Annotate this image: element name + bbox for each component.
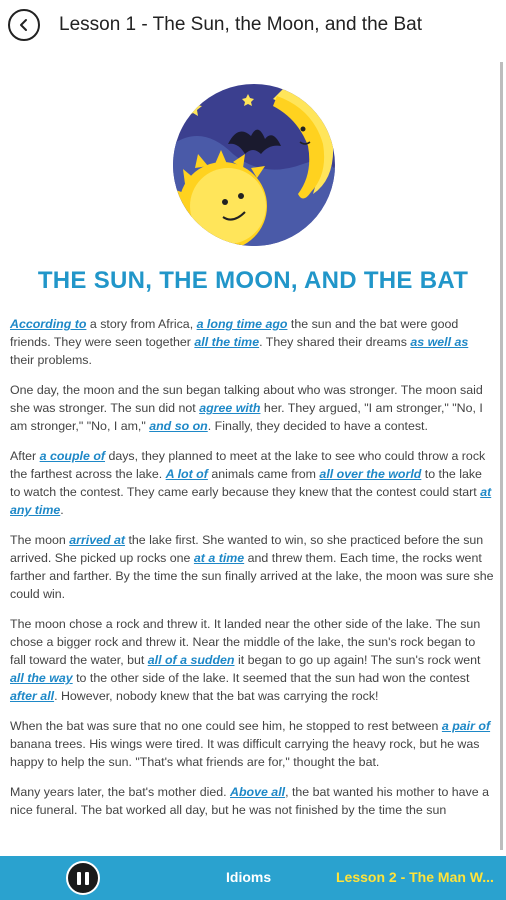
story-text: The moon — [10, 533, 70, 547]
story-text: and threw them. Each time, the rocks went farther and farther. By the time the sun finally arrived at the lake, the moon was sure she could win. — [10, 551, 494, 601]
story-paragraph — [10, 615, 494, 705]
lesson-content[interactable] — [0, 52, 506, 856]
story-text: After — [10, 449, 40, 463]
story-text: , the bat wanted his mother to have a nice funeral. The bat worked all day, but he was not finished by the time the sun — [10, 785, 489, 817]
idiom-link[interactable]: all over the world — [319, 467, 422, 481]
story-text: . — [60, 503, 64, 517]
story-text: the lake first. She wanted to win, so she practiced before the sun arrived. She picked up rocks one — [10, 533, 484, 565]
idiom-link[interactable]: all of a sudden — [147, 653, 235, 667]
back-button[interactable] — [8, 9, 40, 41]
idiom-link[interactable]: agree with — [199, 401, 261, 415]
story-text: When the bat was sure that no one could see him, he stopped to rest between — [10, 719, 442, 733]
idiom-link[interactable]: all the time — [194, 335, 260, 349]
idiom-link[interactable]: and so on — [149, 419, 208, 433]
header-bar — [0, 0, 506, 52]
idiom-link[interactable]: after all — [10, 689, 55, 703]
pause-icon — [77, 872, 81, 885]
story-text: a story from Africa, — [86, 317, 197, 331]
idiom-link[interactable]: a long time ago — [196, 317, 288, 331]
scrollbar[interactable] — [500, 62, 503, 850]
next-lesson-link[interactable]: Lesson 2 - The Man W... — [336, 869, 494, 885]
story-text: One day, the moon and the sun began talking about who was stronger. The moon said she was stronger. The sun did not — [10, 383, 483, 415]
idiom-link[interactable]: According to — [10, 317, 87, 331]
story-text: to the other side of the lake. It seemed that the sun had won the contest — [72, 671, 470, 685]
story-text: the sun and the bat were good friends. They were seen together — [10, 317, 459, 349]
story-text: it began to go up again! The sun's rock went — [234, 653, 481, 667]
story-text: banana trees. His wings were tired. It was difficult carrying the heavy rock, but he was happy to help the sun. "That's what friends are for," thought the bat. — [10, 737, 480, 769]
story-text: her. They argued, "I am stronger," "No, I am stronger," "No, I am," — [10, 401, 483, 433]
page-title: Lesson 1 - The Sun, the Moon, and the Bat — [59, 14, 423, 35]
story-title: THE SUN, THE MOON, AND THE BAT — [37, 267, 469, 294]
chevron-left-icon — [17, 18, 31, 32]
idiom-link[interactable]: a pair of — [441, 719, 491, 733]
idiom-link[interactable]: as well as — [410, 335, 469, 349]
story-text: Many years later, the bat's mother died. — [10, 785, 230, 799]
sun-moon-bat-illustration — [173, 84, 335, 246]
idiom-link[interactable]: at any time — [10, 485, 492, 517]
idiom-link[interactable]: arrived at — [69, 533, 126, 547]
idiom-link[interactable]: A lot of — [165, 467, 208, 481]
story-text: days, they planned to meet at the lake to see who could throw a rock the farthest across the lake. — [10, 449, 486, 481]
story-paragraph — [10, 717, 494, 771]
story-body — [10, 315, 494, 831]
idiom-link[interactable]: a couple of — [39, 449, 106, 463]
story-paragraph — [10, 783, 494, 819]
story-text: The moon chose a rock and threw it. It landed near the other side of the lake. The sun chose a bigger rock and threw it. Near the middle of the lake, the sun's rock began to fall toward the water, but — [10, 617, 481, 667]
story-paragraph — [10, 447, 494, 519]
story-paragraph — [10, 531, 494, 603]
idiom-link[interactable]: at a time — [193, 551, 245, 565]
story-text: . They shared their dreams — [259, 335, 411, 349]
bottom-player-bar — [0, 856, 506, 900]
story-text: to the lake to watch the contest. They came early because they knew that the contest could start — [10, 467, 482, 499]
story-text: their problems. — [10, 353, 92, 367]
story-paragraph — [10, 315, 494, 369]
story-text: . However, nobody knew that the bat was carrying the rock! — [54, 689, 379, 703]
idiom-link[interactable]: all the way — [10, 671, 73, 685]
story-paragraph — [10, 381, 494, 435]
idiom-link[interactable]: Above all — [230, 785, 286, 799]
story-text: animals came from — [207, 467, 320, 481]
story-text: . Finally, they decided to have a contest. — [207, 419, 428, 433]
pause-button[interactable] — [66, 861, 100, 895]
idioms-button[interactable]: Idioms — [226, 869, 272, 885]
